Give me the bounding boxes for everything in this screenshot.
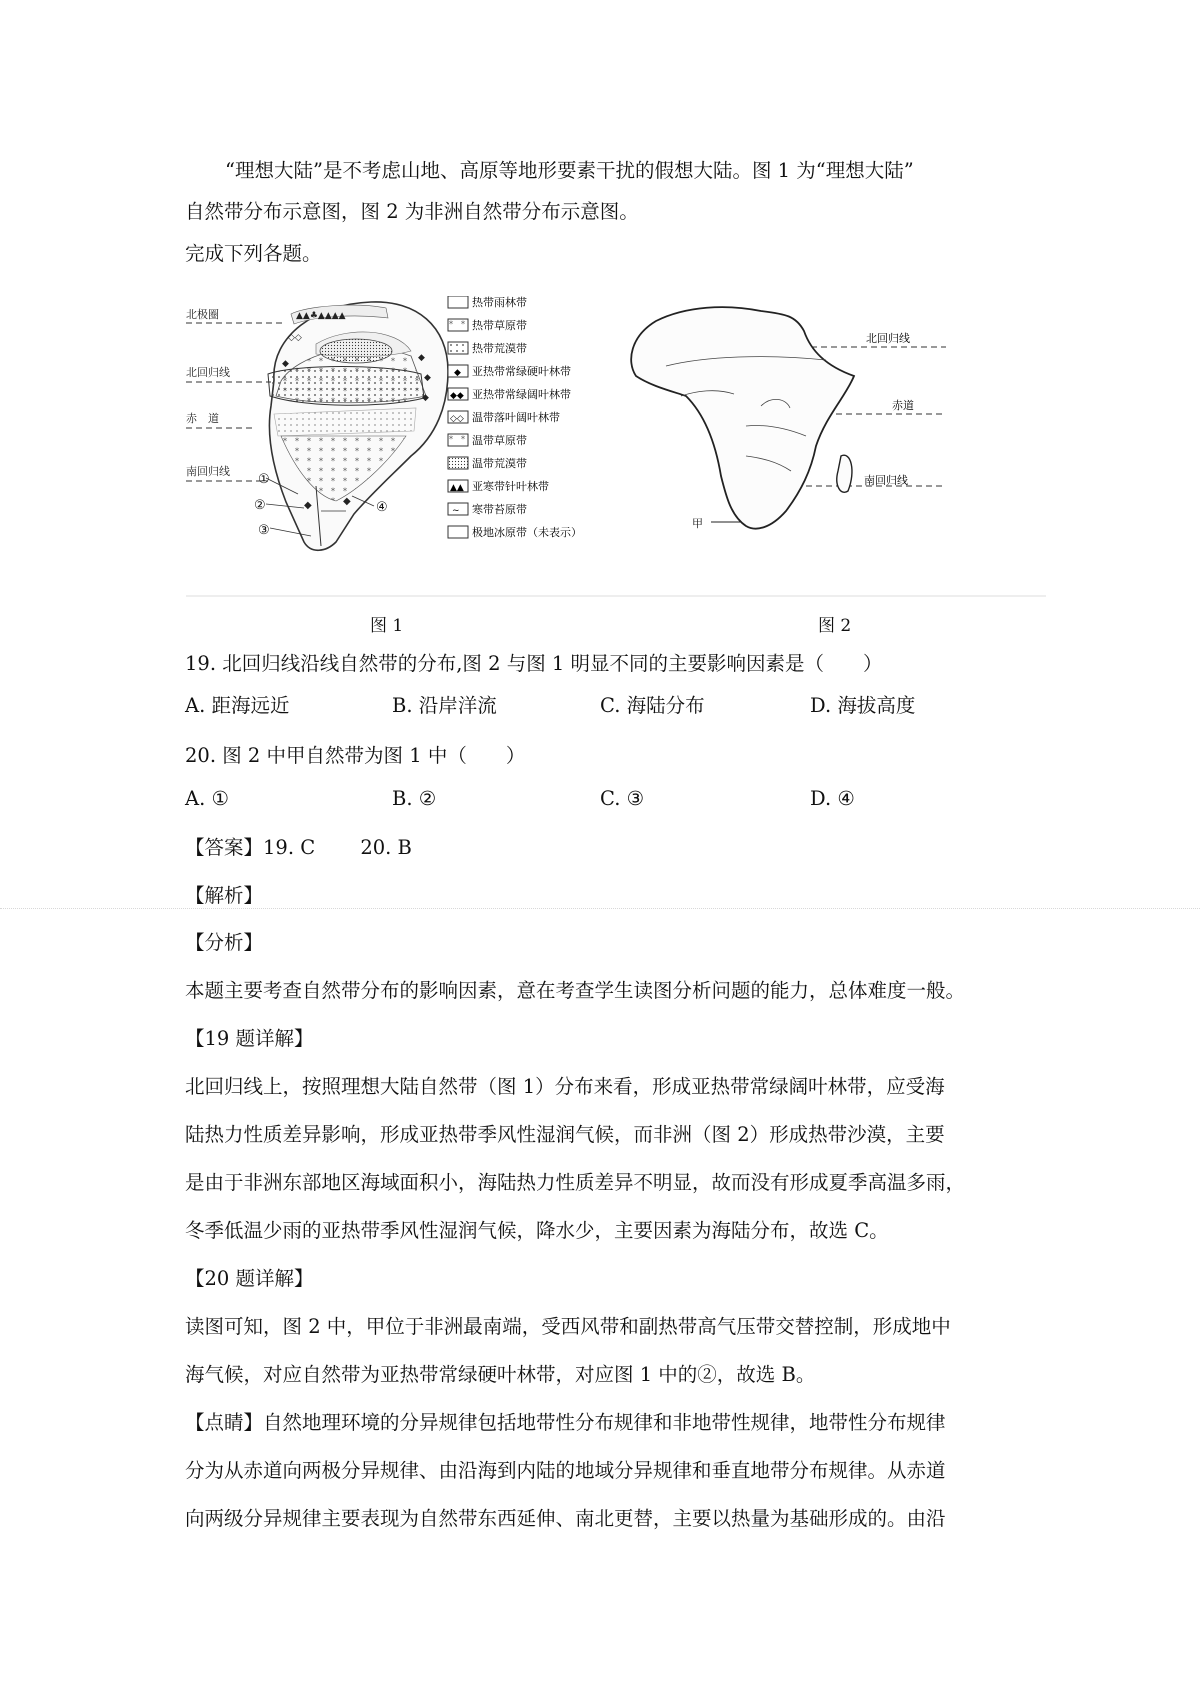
legend-item: 温带荒漠带: [472, 457, 527, 470]
legend-item: 亚热带常绿硬叶林带: [472, 365, 571, 378]
analysis-heading: 【解析】: [185, 884, 264, 907]
legend-item: 极地冰原带（未表示）: [472, 526, 582, 539]
marker-1: ①: [258, 472, 270, 487]
figure1-legend: [448, 296, 582, 539]
legend-item: 亚热带常绿阔叶林带: [472, 388, 571, 401]
d20-line-1: 读图可知，图 2 中，甲位于非洲最南端，受西风带和副热带高气压带交替控制，形成地中: [185, 1315, 951, 1338]
dianjing-line-1: 【点睛】自然地理环境的分异规律包括地带性分布规律和非地带性规律，地带性分布规律: [185, 1411, 946, 1434]
q20-option-a: A. ①: [185, 787, 229, 810]
q19-option-c: C. 海陆分布: [600, 694, 705, 717]
intro-line-1: “理想大陆”是不考虑山地、高原等地形要素干扰的假想大陆。图 1 为“理想大陆”: [225, 159, 914, 182]
svg-text:◆: ◆: [424, 373, 431, 383]
dianjing-line-2: 分为从赤道向两极分异规律、由沿海到内陆的地域分异规律和垂直地带分布规律。从赤道: [185, 1459, 946, 1482]
jia-label: 甲: [692, 517, 703, 530]
legend-item: 热带雨林带: [472, 296, 527, 309]
figure2-map: [631, 307, 946, 530]
figures-svg: [186, 296, 1046, 598]
fig2-label-cancer: 北回归线: [866, 332, 910, 345]
svg-text:◆: ◆: [304, 500, 312, 511]
q19-option-a: A. 距海远近: [185, 694, 290, 717]
svg-text:◆◆: ◆◆: [450, 391, 464, 401]
legend-item: 温带草原带: [472, 434, 527, 447]
svg-text:◇◇: ◇◇: [450, 414, 464, 424]
fig2-label-capricorn: 南回归线: [864, 474, 908, 487]
svg-text:◆: ◆: [343, 496, 351, 507]
svg-text:◆: ◆: [418, 353, 425, 363]
answer-line: 【答案】19. C 20. B: [185, 836, 412, 859]
legend-item: 亚寒带针叶林带: [472, 480, 549, 493]
svg-text:▲▲♣▲▲▲▲: ▲▲♣▲▲▲▲: [296, 311, 346, 321]
q19-option-d: D. 海拔高度: [810, 694, 916, 717]
svg-text:~: ~: [452, 506, 460, 516]
figure-area: [186, 296, 1046, 598]
lat-label-cancer: 北回归线: [186, 366, 230, 379]
lat-label-capricorn: 南回归线: [186, 465, 230, 478]
q20-option-b: B. ②: [392, 787, 437, 810]
q19-stem: 19. 北回归线沿线自然带的分布,图 2 与图 1 明显不同的主要影响因素是（ ）: [185, 652, 883, 675]
marker-4: ④: [376, 500, 388, 515]
d19-line-2: 陆热力性质差异影响，形成亚热带季风性湿润气候，而非洲（图 2）形成热带沙漠，主要: [185, 1123, 945, 1146]
legend-item: 热带草原带: [472, 319, 527, 332]
legend-item: 温带落叶阔叶林带: [472, 411, 560, 424]
figure1-map: [186, 302, 448, 550]
d20-line-2: 海气候，对应自然带为亚热带常绿硬叶林带，对应图 1 中的②，故选 B。: [185, 1363, 816, 1386]
dianjing-line-3: 向两级分异规律主要表现为自然带东西延伸、南北更替，主要以热量为基础形成的。由沿: [185, 1507, 946, 1530]
svg-text:▲▲: ▲▲: [450, 483, 464, 493]
d19-line-3: 是由于非洲东部地区海域面积小，海陆热力性质差异不明显，故而没有形成夏季高温多雨，: [185, 1171, 966, 1194]
d20-heading: 【20 题详解】: [185, 1267, 314, 1290]
fenxi-heading: 【分析】: [185, 931, 264, 954]
svg-text:◆: ◆: [422, 393, 429, 403]
q19-option-b: B. 沿岸洋流: [392, 694, 497, 717]
marker-2: ②: [254, 498, 266, 513]
svg-text:◆: ◆: [282, 359, 289, 369]
lat-label-equator: 赤 道: [186, 412, 219, 425]
figure1-caption: 图 1: [370, 616, 404, 636]
d19-line-4: 冬季低温少雨的亚热带季风性湿润气候，降水少，主要因素为海陆分布，故选 C。: [185, 1219, 889, 1242]
q20-option-c: C. ③: [600, 787, 645, 810]
intro-line-2: 自然带分布示意图，图 2 为非洲自然带分布示意图。: [185, 200, 639, 223]
svg-text:◇◇: ◇◇: [288, 333, 302, 343]
fenxi-text: 本题主要考查自然带分布的影响因素，意在考查学生读图分析问题的能力，总体难度一般。: [185, 979, 966, 1002]
q20-option-d: D. ④: [810, 787, 855, 810]
lat-label-arctic: 北极圈: [186, 308, 219, 321]
figure2-caption: 图 2: [818, 616, 852, 636]
svg-text:◆: ◆: [454, 368, 461, 378]
fig2-label-equator: 赤道: [892, 399, 914, 412]
intro-line-3: 完成下列各题。: [185, 242, 322, 265]
d19-heading: 【19 题详解】: [185, 1027, 314, 1050]
marker-3: ③: [258, 523, 270, 538]
d19-line-1: 北回归线上，按照理想大陆自然带（图 1）分布来看，形成亚热带常绿阔叶林带，应受海: [185, 1075, 945, 1098]
legend-item: 寒带苔原带: [472, 503, 527, 516]
page-divider: [0, 908, 1200, 909]
q20-stem: 20. 图 2 中甲自然带为图 1 中（ ）: [185, 744, 526, 767]
legend-item: 热带荒漠带: [472, 342, 527, 355]
